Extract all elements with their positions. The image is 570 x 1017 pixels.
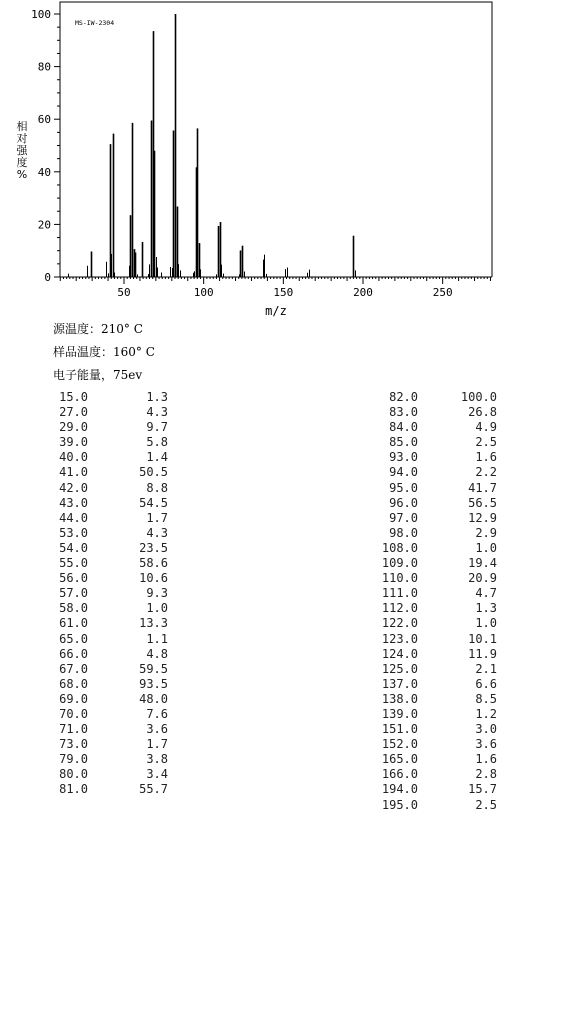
abundance-value: 9.3 xyxy=(146,586,168,601)
table-row xyxy=(50,662,180,677)
table-row xyxy=(370,722,510,737)
y-tick-label: 0 xyxy=(44,271,51,284)
mz-value: 151.0 xyxy=(381,722,418,737)
y-axis-label xyxy=(17,119,29,181)
table-row xyxy=(50,511,180,526)
abundance-value: 3.6 xyxy=(146,722,168,737)
table-row xyxy=(50,722,180,737)
spectrum-id-label: MS-IW-2304 xyxy=(75,19,115,27)
mz-value: 67.0 xyxy=(59,661,88,676)
abundance-value: 12.9 xyxy=(468,510,497,525)
abundance-value: 23.5 xyxy=(139,540,168,555)
y-tick-label: 100 xyxy=(31,8,51,21)
abundance-value: 1.0 xyxy=(475,540,497,555)
table-row xyxy=(370,632,510,647)
table-row xyxy=(50,435,180,450)
mz-value: 112.0 xyxy=(381,601,418,616)
table-row xyxy=(50,405,180,420)
abundance-value: 10.6 xyxy=(139,571,168,586)
table-row xyxy=(370,782,510,797)
x-tick-label: 150 xyxy=(273,286,294,299)
abundance-value: 58.6 xyxy=(139,556,168,571)
table-row xyxy=(370,798,510,813)
abundance-value: 7.6 xyxy=(146,706,168,721)
table-row xyxy=(370,405,510,420)
table-row xyxy=(50,496,180,511)
y-tick-label: 80 xyxy=(37,60,51,74)
mz-value: 54.0 xyxy=(59,540,88,555)
table-row xyxy=(50,782,180,797)
mz-value: 27.0 xyxy=(59,405,88,420)
mz-value: 194.0 xyxy=(381,782,418,797)
y-tick-label: 60 xyxy=(37,113,51,127)
abundance-value: 55.7 xyxy=(139,782,168,797)
abundance-value: 2.1 xyxy=(475,661,497,676)
mz-value: 69.0 xyxy=(59,691,88,706)
mz-value: 71.0 xyxy=(59,722,88,737)
y-tick-label: 40 xyxy=(37,165,51,179)
table-row xyxy=(370,767,510,782)
mz-value: 81.0 xyxy=(59,782,88,797)
abundance-value: 8.8 xyxy=(146,480,168,495)
mz-value: 65.0 xyxy=(59,631,88,646)
mz-value: 79.0 xyxy=(59,752,88,767)
table-row xyxy=(370,586,510,601)
peak-table-right xyxy=(370,390,510,813)
abundance-value: 1.4 xyxy=(146,450,168,465)
mz-value: 42.0 xyxy=(59,480,88,495)
table-row xyxy=(50,647,180,662)
table-row xyxy=(50,707,180,722)
abundance-value: 8.5 xyxy=(475,691,497,706)
abundance-value: 4.3 xyxy=(146,525,168,540)
mz-value: 66.0 xyxy=(59,646,88,661)
table-row xyxy=(50,571,180,586)
mz-value: 68.0 xyxy=(59,676,88,691)
mz-value: 123.0 xyxy=(381,631,418,646)
abundance-value: 4.7 xyxy=(475,586,497,601)
table-row xyxy=(50,586,180,601)
mz-value: 110.0 xyxy=(381,571,418,586)
abundance-value: 3.4 xyxy=(146,767,168,782)
table-row xyxy=(370,662,510,677)
table-row xyxy=(50,737,180,752)
peak-bars xyxy=(69,14,356,277)
mz-value: 137.0 xyxy=(381,676,418,691)
table-row xyxy=(370,616,510,631)
mz-value: 108.0 xyxy=(381,540,418,555)
mz-value: 93.0 xyxy=(389,450,418,465)
x-tick-label: 100 xyxy=(193,286,214,299)
mz-value: 138.0 xyxy=(381,691,418,706)
mz-value: 96.0 xyxy=(389,495,418,510)
mz-value: 70.0 xyxy=(59,706,88,721)
abundance-value: 1.7 xyxy=(146,737,168,752)
table-row xyxy=(370,435,510,450)
abundance-value: 3.8 xyxy=(146,752,168,767)
abundance-value: 20.9 xyxy=(468,571,497,586)
table-row xyxy=(50,541,180,556)
plot-border xyxy=(60,2,492,277)
mz-value: 83.0 xyxy=(389,405,418,420)
table-row xyxy=(50,752,180,767)
table-row xyxy=(370,481,510,496)
abundance-value: 4.9 xyxy=(475,420,497,435)
table-row xyxy=(370,707,510,722)
abundance-value: 1.2 xyxy=(475,706,497,721)
y-axis-label-text: 相对强度% xyxy=(16,120,28,181)
mz-value: 29.0 xyxy=(59,420,88,435)
table-row xyxy=(370,737,510,752)
table-row xyxy=(50,556,180,571)
mz-value: 124.0 xyxy=(381,646,418,661)
mz-value: 44.0 xyxy=(59,510,88,525)
abundance-value: 2.5 xyxy=(475,435,497,450)
mz-value: 80.0 xyxy=(59,767,88,782)
y-axis xyxy=(31,8,60,284)
abundance-value: 9.7 xyxy=(146,420,168,435)
abundance-value: 19.4 xyxy=(468,556,497,571)
mz-value: 39.0 xyxy=(59,435,88,450)
abundance-value: 5.8 xyxy=(146,435,168,450)
mz-value: 61.0 xyxy=(59,616,88,631)
x-tick-label: 200 xyxy=(353,286,373,299)
x-tick-label: 50 xyxy=(117,286,131,299)
source-temperature: 源温度：210° C xyxy=(53,322,143,336)
abundance-value: 6.6 xyxy=(475,676,497,691)
abundance-value: 4.8 xyxy=(146,646,168,661)
mz-value: 43.0 xyxy=(59,495,88,510)
table-row xyxy=(370,601,510,616)
table-row xyxy=(370,556,510,571)
mz-value: 111.0 xyxy=(381,586,418,601)
mz-value: 53.0 xyxy=(59,525,88,540)
table-row xyxy=(50,616,180,631)
table-row xyxy=(370,511,510,526)
mz-value: 195.0 xyxy=(381,797,418,812)
table-row xyxy=(370,420,510,435)
table-row xyxy=(370,571,510,586)
table-row xyxy=(50,692,180,707)
table-row xyxy=(50,390,180,405)
table-row xyxy=(370,450,510,465)
mz-value: 57.0 xyxy=(59,586,88,601)
abundance-value: 1.6 xyxy=(475,752,497,767)
table-row xyxy=(370,647,510,662)
abundance-value: 4.3 xyxy=(146,405,168,420)
abundance-value: 1.0 xyxy=(475,616,497,631)
table-row xyxy=(50,632,180,647)
mz-value: 165.0 xyxy=(381,752,418,767)
mz-value: 15.0 xyxy=(59,390,88,404)
abundance-value: 2.2 xyxy=(475,465,497,480)
abundance-value: 13.3 xyxy=(139,616,168,631)
mz-value: 125.0 xyxy=(381,661,418,676)
table-row xyxy=(370,526,510,541)
table-row xyxy=(370,496,510,511)
mz-value: 55.0 xyxy=(59,556,88,571)
plot-frame xyxy=(55,2,492,277)
abundance-value: 3.6 xyxy=(475,737,497,752)
peak-table-left xyxy=(50,390,180,798)
x-axis-label: m/z xyxy=(265,304,287,318)
y-tick-label: 20 xyxy=(37,218,51,232)
abundance-value: 48.0 xyxy=(139,691,168,706)
abundance-value: 3.0 xyxy=(475,722,497,737)
mz-value: 82.0 xyxy=(389,390,418,404)
abundance-value: 41.7 xyxy=(468,480,497,495)
mz-value: 40.0 xyxy=(59,450,88,465)
abundance-value: 100.0 xyxy=(460,390,497,404)
sample-temperature: 样品温度：160° C xyxy=(53,345,155,359)
abundance-value: 26.8 xyxy=(468,405,497,420)
table-row xyxy=(370,677,510,692)
table-row xyxy=(50,526,180,541)
x-tick-label: 250 xyxy=(432,286,453,299)
abundance-value: 56.5 xyxy=(468,495,497,510)
table-row xyxy=(50,450,180,465)
mz-value: 95.0 xyxy=(389,480,418,495)
abundance-value: 54.5 xyxy=(139,495,168,510)
abundance-value: 1.3 xyxy=(146,390,168,404)
abundance-value: 1.0 xyxy=(146,601,168,616)
table-row xyxy=(370,752,510,767)
mz-value: 84.0 xyxy=(389,420,418,435)
mz-value: 85.0 xyxy=(389,435,418,450)
table-row xyxy=(50,767,180,782)
abundance-value: 1.1 xyxy=(146,631,168,646)
table-row xyxy=(50,465,180,480)
table-row xyxy=(370,541,510,556)
table-row xyxy=(50,677,180,692)
table-row xyxy=(370,390,510,405)
mz-value: 166.0 xyxy=(381,767,418,782)
mz-value: 73.0 xyxy=(59,737,88,752)
table-row xyxy=(370,465,510,480)
mz-value: 58.0 xyxy=(59,601,88,616)
mz-value: 98.0 xyxy=(389,525,418,540)
mz-value: 94.0 xyxy=(389,465,418,480)
abundance-value: 11.9 xyxy=(468,646,497,661)
mz-value: 97.0 xyxy=(389,510,418,525)
mz-value: 56.0 xyxy=(59,571,88,586)
abundance-value: 50.5 xyxy=(139,465,168,480)
table-row xyxy=(370,692,510,707)
electron-energy: 电子能量，75ev xyxy=(53,368,143,382)
x-axis xyxy=(60,277,490,299)
abundance-value: 1.6 xyxy=(475,450,497,465)
mz-value: 139.0 xyxy=(381,706,418,721)
abundance-value: 1.3 xyxy=(475,601,497,616)
table-row xyxy=(50,420,180,435)
abundance-value: 15.7 xyxy=(468,782,497,797)
mass-spectrum-chart xyxy=(0,0,570,330)
table-row xyxy=(50,601,180,616)
abundance-value: 2.8 xyxy=(475,767,497,782)
abundance-value: 93.5 xyxy=(139,676,168,691)
mz-value: 109.0 xyxy=(381,556,418,571)
mz-value: 41.0 xyxy=(59,465,88,480)
abundance-value: 2.5 xyxy=(475,797,497,812)
table-row xyxy=(50,481,180,496)
mz-value: 122.0 xyxy=(381,616,418,631)
abundance-value: 2.9 xyxy=(475,525,497,540)
mz-value: 152.0 xyxy=(381,737,418,752)
abundance-value: 59.5 xyxy=(139,661,168,676)
abundance-value: 1.7 xyxy=(146,510,168,525)
abundance-value: 10.1 xyxy=(468,631,497,646)
